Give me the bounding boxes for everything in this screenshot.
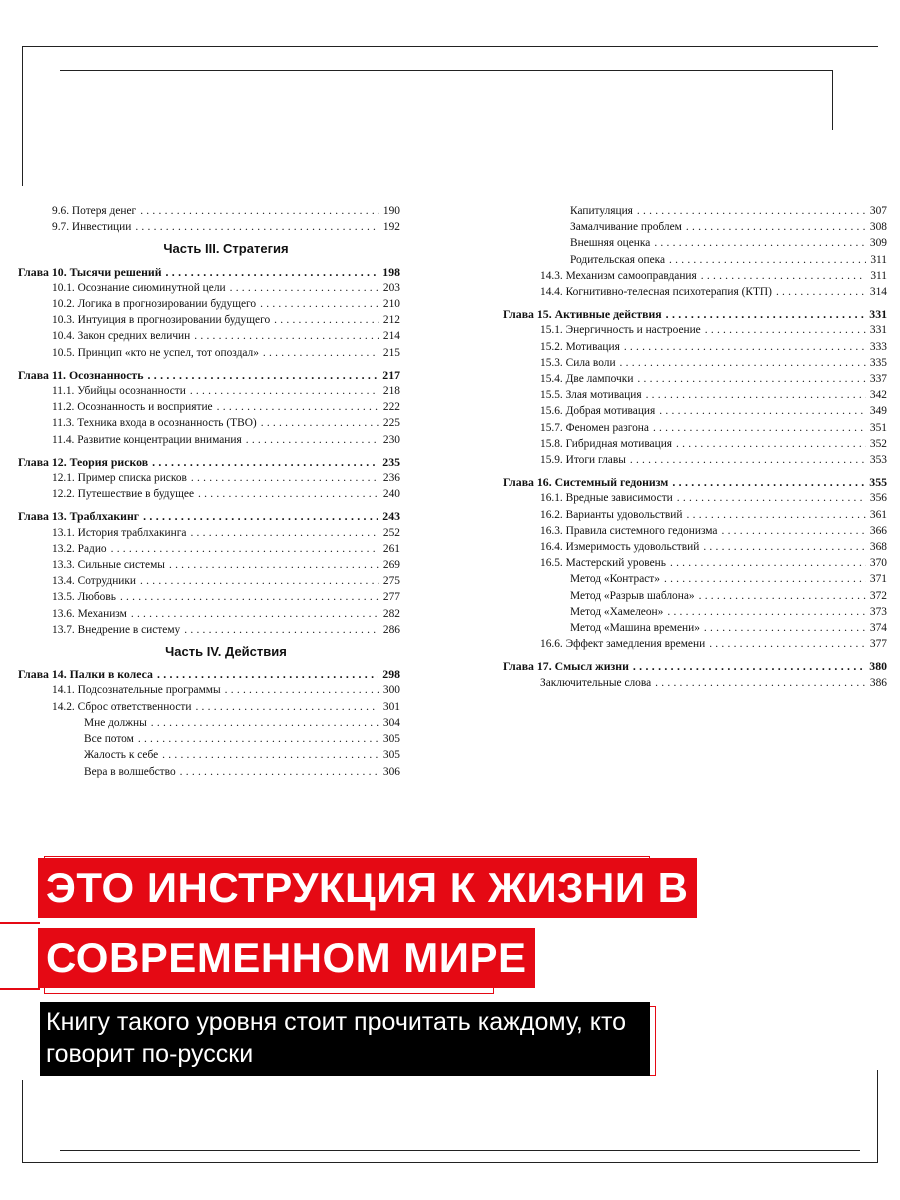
toc-leader-dots (260, 296, 379, 312)
toc-entry-label: Глава 11. Осознанность (18, 367, 144, 382)
toc-entry[interactable] (503, 604, 887, 620)
toc-entry[interactable] (503, 235, 887, 251)
toc-page-number: 331 (869, 307, 887, 322)
toc-page-number: 335 (869, 356, 887, 369)
toc-chapter-entry[interactable] (503, 658, 887, 674)
toc-page-number: 372 (869, 589, 887, 602)
toc-leader-dots (194, 328, 379, 344)
toc-page-number: 356 (869, 492, 887, 505)
toc-entry[interactable] (18, 699, 400, 715)
toc-page-number: 243 (382, 509, 400, 524)
frame-top-inner (60, 70, 832, 71)
toc-entry-label: 15.2. Мотивация (540, 340, 620, 353)
toc-left-column (18, 203, 400, 780)
toc-page-number: 212 (382, 314, 400, 327)
toc-leader-dots (274, 312, 379, 328)
toc-leader-dots (637, 371, 865, 387)
toc-leader-dots (191, 470, 379, 486)
toc-page-number: 349 (869, 405, 887, 418)
toc-entry-label: Метод «Машина времени» (570, 622, 700, 635)
frame-left-bottom (22, 1080, 23, 1162)
toc-entry-label: 16.4. Измеримость удовольствий (540, 541, 700, 554)
toc-page-number: 275 (382, 575, 400, 588)
toc-page-number: 305 (382, 749, 400, 762)
toc-page-number: 352 (869, 437, 887, 450)
toc-page-number: 371 (869, 573, 887, 586)
toc-entry[interactable] (18, 486, 400, 502)
toc-entry[interactable] (18, 573, 400, 589)
toc-leader-dots (677, 490, 866, 506)
toc-page-number: 366 (869, 524, 887, 537)
toc-entry-label: 14.3. Механизм самооправдания (540, 269, 697, 282)
toc-entry-label: 14.4. Когнитивно-телесная психотерапия (КТП) (540, 286, 772, 299)
toc-page-number: 373 (869, 605, 887, 618)
toc-entry[interactable] (503, 420, 887, 436)
toc-page-number: 190 (382, 205, 400, 217)
toc-page-number: 225 (382, 417, 400, 430)
toc-leader-dots (620, 355, 866, 371)
toc-page-number: 304 (382, 716, 400, 729)
toc-entry[interactable] (503, 284, 887, 300)
toc-entry-label: Внешняя оценка (570, 237, 651, 250)
toc-page-number: 309 (869, 237, 887, 250)
frame-left-outer (22, 46, 23, 186)
toc-entry-label: Глава 13. Траблхакинг (18, 509, 140, 524)
toc-page-number: 210 (382, 298, 400, 311)
toc-leader-dots (699, 588, 866, 604)
toc-page-number: 374 (869, 622, 887, 635)
toc-entry-label: 14.2. Сброс ответственности (52, 700, 192, 713)
toc-leader-dots (654, 235, 866, 251)
toc-entry[interactable] (503, 387, 887, 403)
toc-entry[interactable] (18, 219, 400, 235)
toc-page-number: 337 (869, 373, 887, 386)
toc-entry[interactable] (503, 636, 887, 652)
toc-page-number: 301 (382, 700, 400, 713)
toc-entry-label: 9.7. Инвестиции (52, 221, 132, 234)
toc-entry-label: Замалчивание проблем (570, 221, 682, 234)
toc-entry[interactable] (503, 355, 887, 371)
toc-entry[interactable] (503, 268, 887, 284)
toc-leader-dots (169, 557, 379, 573)
toc-entry[interactable] (18, 541, 400, 557)
toc-leader-dots (701, 268, 867, 284)
toc-entry-label: Заключительные слова (540, 676, 652, 689)
toc-entry[interactable] (503, 252, 887, 268)
toc-entry-label: 12.2. Путешествие в будущее (52, 488, 195, 501)
toc-part-heading: Часть IV. Действия (165, 644, 287, 660)
toc-leader-dots (646, 387, 866, 403)
toc-entry-label: Глава 16. Системный гедонизм (503, 475, 669, 490)
toc-chapter-entry[interactable] (18, 508, 400, 524)
toc-entry-label: 10.2. Логика в прогнозировании будущего (52, 298, 257, 311)
toc-entry[interactable] (503, 371, 887, 387)
toc-entry[interactable] (18, 470, 400, 486)
toc-entry[interactable] (503, 403, 887, 419)
toc-page-number: 351 (869, 421, 887, 434)
toc-entry[interactable] (18, 399, 400, 415)
toc-chapter-entry[interactable] (18, 264, 400, 280)
toc-page-number: 342 (869, 389, 887, 402)
toc-entry-label: 16.1. Вредные зависимости (540, 492, 673, 505)
toc-leader-dots (180, 764, 379, 780)
toc-page-number: 353 (869, 454, 887, 467)
toc-page-number: 368 (869, 541, 887, 554)
toc-entry-label: 13.3. Сильные системы (52, 559, 165, 572)
toc-entry-label: 15.7. Феномен разгона (540, 421, 649, 434)
toc-entry-label: 15.6. Добрая мотивация (540, 405, 656, 418)
toc-leader-dots (676, 436, 866, 452)
toc-chapter-entry[interactable] (503, 306, 887, 322)
frame-right-outer (877, 1070, 878, 1162)
toc-entry[interactable] (18, 328, 400, 344)
toc-entry-label: 12.1. Пример списка рисков (52, 472, 187, 485)
toc-entry[interactable] (503, 555, 887, 571)
toc-leader-dots (190, 383, 379, 399)
toc-leader-dots (703, 539, 866, 555)
toc-entry[interactable] (18, 345, 400, 361)
toc-entry[interactable] (18, 606, 400, 622)
toc-entry[interactable] (18, 280, 400, 296)
toc-entry-label: 15.8. Гибридная мотивация (540, 437, 673, 450)
banner-accent-line (0, 922, 40, 924)
toc-page-number: 261 (382, 542, 400, 555)
toc-entry[interactable] (18, 622, 400, 638)
toc-page-number: 380 (869, 659, 887, 674)
toc-entry-label: 11.2. Осознанность и восприятие (52, 401, 213, 414)
toc-page-number: 311 (870, 253, 887, 266)
toc-page-number: 298 (382, 667, 400, 682)
toc-entry-label: 11.4. Развитие концентрации внимания (52, 433, 242, 446)
toc-page-number: 370 (869, 557, 887, 570)
toc-page-number: 252 (382, 526, 400, 539)
toc-page-number: 235 (382, 454, 400, 469)
toc-leader-dots (225, 682, 379, 698)
toc-entry[interactable] (18, 525, 400, 541)
toc-entry-label: Мне должны (84, 716, 147, 729)
toc-entry-label: Глава 14. Палки в колеса (18, 667, 153, 682)
toc-leader-dots (198, 486, 379, 502)
toc-leader-dots (143, 508, 378, 524)
toc-leader-dots (166, 264, 379, 280)
toc-entry-label: Все потом (84, 733, 134, 746)
toc-page-number: 311 (870, 269, 887, 282)
toc-entry[interactable] (18, 731, 400, 747)
toc-leader-dots (162, 747, 379, 763)
toc-page-number: 331 (869, 324, 887, 337)
toc-entry-label: Капитуляция (570, 205, 633, 217)
toc-page-number: 236 (382, 472, 400, 485)
toc-leader-dots (659, 403, 866, 419)
banner-accent-line-2 (0, 988, 40, 990)
toc-entry[interactable] (503, 436, 887, 452)
toc-entry-label: Родительская опека (570, 253, 666, 266)
banner-headline-line1: ЭТО ИНСТРУКЦИЯ К ЖИЗНИ В (38, 858, 697, 918)
toc-chapter-entry[interactable] (18, 666, 400, 682)
toc-page-number: 198 (382, 264, 400, 279)
toc-entry-label: Метод «Хамелеон» (570, 605, 664, 618)
toc-leader-dots (664, 571, 866, 587)
toc-entry[interactable] (503, 571, 887, 587)
toc-leader-dots (687, 507, 866, 523)
toc-entry-label: Вера в волшебство (84, 765, 176, 778)
toc-page-number: 217 (382, 367, 400, 382)
toc-leader-dots (686, 219, 866, 235)
toc-leader-dots (637, 203, 866, 219)
toc-entry[interactable] (18, 383, 400, 399)
toc-leader-dots (667, 604, 866, 620)
toc-page-number: 377 (869, 638, 887, 651)
toc-page-number: 306 (382, 765, 400, 778)
banner-headline-line2: СОВРЕМЕННОМ МИРЕ (38, 928, 535, 988)
toc-entry[interactable] (18, 715, 400, 731)
toc-page-number: 307 (869, 205, 887, 217)
toc-entry[interactable] (503, 490, 887, 506)
toc-leader-dots (721, 523, 865, 539)
toc-entry-label: 16.2. Варианты удовольствий (540, 508, 683, 521)
toc-page-number: 355 (869, 475, 887, 490)
toc-entry-label: 10.1. Осознание сиюминутной цели (52, 281, 226, 294)
toc-leader-dots (672, 474, 865, 490)
toc-page-number: 282 (382, 607, 400, 620)
toc-entry-label: Глава 17. Смысл жизни (503, 659, 629, 674)
toc-leader-dots (633, 658, 865, 674)
toc-part-heading: Часть III. Стратегия (163, 241, 289, 257)
toc-page-number: 314 (869, 286, 887, 299)
toc-entry-label: 13.2. Радио (52, 542, 107, 555)
toc-entry[interactable] (503, 588, 887, 604)
toc-leader-dots (152, 454, 378, 470)
toc-entry-label: 16.5. Мастерский уровень (540, 557, 666, 570)
toc-entry-label: 15.9. Итоги главы (540, 454, 626, 467)
toc-page-number: 286 (382, 623, 400, 636)
toc-entry-label: 16.6. Эффект замедления времени (540, 638, 706, 651)
toc-entry[interactable] (503, 523, 887, 539)
toc-entry-label: 13.4. Сотрудники (52, 575, 137, 588)
toc-page-number: 305 (382, 733, 400, 746)
toc-entry-label: Глава 10. Тысячи решений (18, 264, 162, 279)
frame-right-inner (832, 70, 833, 130)
toc-leader-dots (111, 541, 379, 557)
toc-leader-dots (135, 219, 379, 235)
toc-entry-label: 15.3. Сила воли (540, 356, 616, 369)
toc-leader-dots (261, 415, 379, 431)
toc-page-number: 230 (382, 433, 400, 446)
toc-leader-dots (705, 322, 866, 338)
toc-leader-dots (670, 555, 866, 571)
toc-entry-label: 10.3. Интуиция в прогнозировании будущего (52, 314, 271, 327)
toc-entry[interactable] (18, 296, 400, 312)
toc-leader-dots (190, 525, 378, 541)
toc-leader-dots (776, 284, 866, 300)
toc-leader-dots (230, 280, 379, 296)
toc-entry-label: 9.6. Потеря денег (52, 205, 137, 217)
toc-entry-label: Жалость к себе (84, 749, 159, 762)
toc-leader-dots (131, 606, 379, 622)
toc-right-column (503, 203, 887, 691)
toc-leader-dots (157, 666, 378, 682)
toc-entry[interactable] (503, 507, 887, 523)
toc-entry[interactable] (503, 452, 887, 468)
toc-leader-dots (709, 636, 866, 652)
toc-entry-label: 13.7. Внедрение в систему (52, 623, 181, 636)
toc-entry-label: 13.5. Любовь (52, 591, 116, 604)
toc-leader-dots (217, 399, 379, 415)
toc-leader-dots (666, 306, 866, 322)
toc-leader-dots (655, 675, 866, 691)
toc-leader-dots (669, 252, 866, 268)
toc-entry[interactable] (18, 682, 400, 698)
toc-chapter-entry[interactable] (18, 454, 400, 470)
toc-entry-label: 15.4. Две лампочки (540, 373, 634, 386)
toc-entry-label: 11.1. Убийцы осознанности (52, 385, 186, 398)
toc-leader-dots (140, 203, 379, 219)
frame-bottom-outer (22, 1162, 878, 1163)
toc-page-number: 361 (869, 508, 887, 521)
toc-page-number: 215 (382, 346, 400, 359)
toc-entry[interactable] (18, 589, 400, 605)
toc-entry-label: 10.5. Принцип «кто не успел, тот опоздал» (52, 346, 259, 359)
toc-chapter-entry[interactable] (18, 367, 400, 383)
toc-entry[interactable] (18, 557, 400, 573)
toc-entry-label: Метод «Контраст» (570, 573, 660, 586)
toc-page-number: 277 (382, 591, 400, 604)
toc-leader-dots (624, 339, 866, 355)
toc-leader-dots (147, 367, 378, 383)
toc-entry-label: Глава 12. Теория рисков (18, 454, 149, 469)
toc-entry[interactable] (18, 764, 400, 780)
toc-leader-dots (653, 420, 866, 436)
toc-page-number: 333 (869, 340, 887, 353)
toc-entry[interactable] (503, 322, 887, 338)
toc-leader-dots (704, 620, 866, 636)
toc-entry[interactable] (503, 620, 887, 636)
toc-entry-label: 13.1. История траблхакинга (52, 526, 187, 539)
toc-entry-label: 14.1. Подсознательные программы (52, 684, 221, 697)
toc-page-number: 214 (382, 330, 400, 343)
toc-leader-dots (151, 715, 379, 731)
toc-page-number: 222 (382, 401, 400, 414)
frame-top-outer (22, 46, 878, 47)
toc-page-number: 269 (382, 559, 400, 572)
toc-leader-dots (246, 432, 379, 448)
toc-entry-label: 16.3. Правила системного гедонизма (540, 524, 718, 537)
toc-leader-dots (138, 731, 379, 747)
toc-page-number: 308 (869, 221, 887, 234)
toc-page-number: 203 (382, 281, 400, 294)
toc-leader-dots (630, 452, 866, 468)
toc-page-number: 240 (382, 488, 400, 501)
toc-leader-dots (263, 345, 379, 361)
toc-entry[interactable] (18, 203, 400, 219)
toc-leader-dots (140, 573, 379, 589)
toc-leader-dots (184, 622, 379, 638)
toc-entry[interactable] (18, 312, 400, 328)
toc-page-number: 386 (869, 676, 887, 689)
toc-leader-dots (195, 699, 378, 715)
banner-caption: Книгу такого уровня стоит прочитать каждому, кто говорит по-русски (40, 1002, 650, 1076)
toc-entry-label: Глава 15. Активные действия (503, 307, 662, 322)
toc-entry-label: 15.1. Энергичность и настроение (540, 324, 701, 337)
toc-page-number: 218 (382, 385, 400, 398)
toc-page-number: 192 (382, 221, 400, 234)
toc-entry[interactable] (503, 203, 887, 219)
toc-entry[interactable] (503, 675, 887, 691)
toc-chapter-entry[interactable] (503, 474, 887, 490)
toc-entry-label: 11.3. Техника входа в осознанность (ТВО) (52, 417, 257, 430)
toc-leader-dots (120, 589, 379, 605)
toc-page-number: 300 (382, 684, 400, 697)
toc-entry-label: Метод «Разрыв шаблона» (570, 589, 695, 602)
toc-entry-label: 10.4. Закон средних величин (52, 330, 191, 343)
toc-entry[interactable] (18, 415, 400, 431)
toc-entry[interactable] (503, 219, 887, 235)
toc-entry[interactable] (18, 747, 400, 763)
toc-entry-label: 15.5. Злая мотивация (540, 389, 642, 402)
toc-entry[interactable] (18, 432, 400, 448)
toc-entry[interactable] (503, 539, 887, 555)
frame-bottom-inner (60, 1150, 860, 1151)
toc-entry-label: 13.6. Механизм (52, 607, 127, 620)
toc-entry[interactable] (503, 339, 887, 355)
